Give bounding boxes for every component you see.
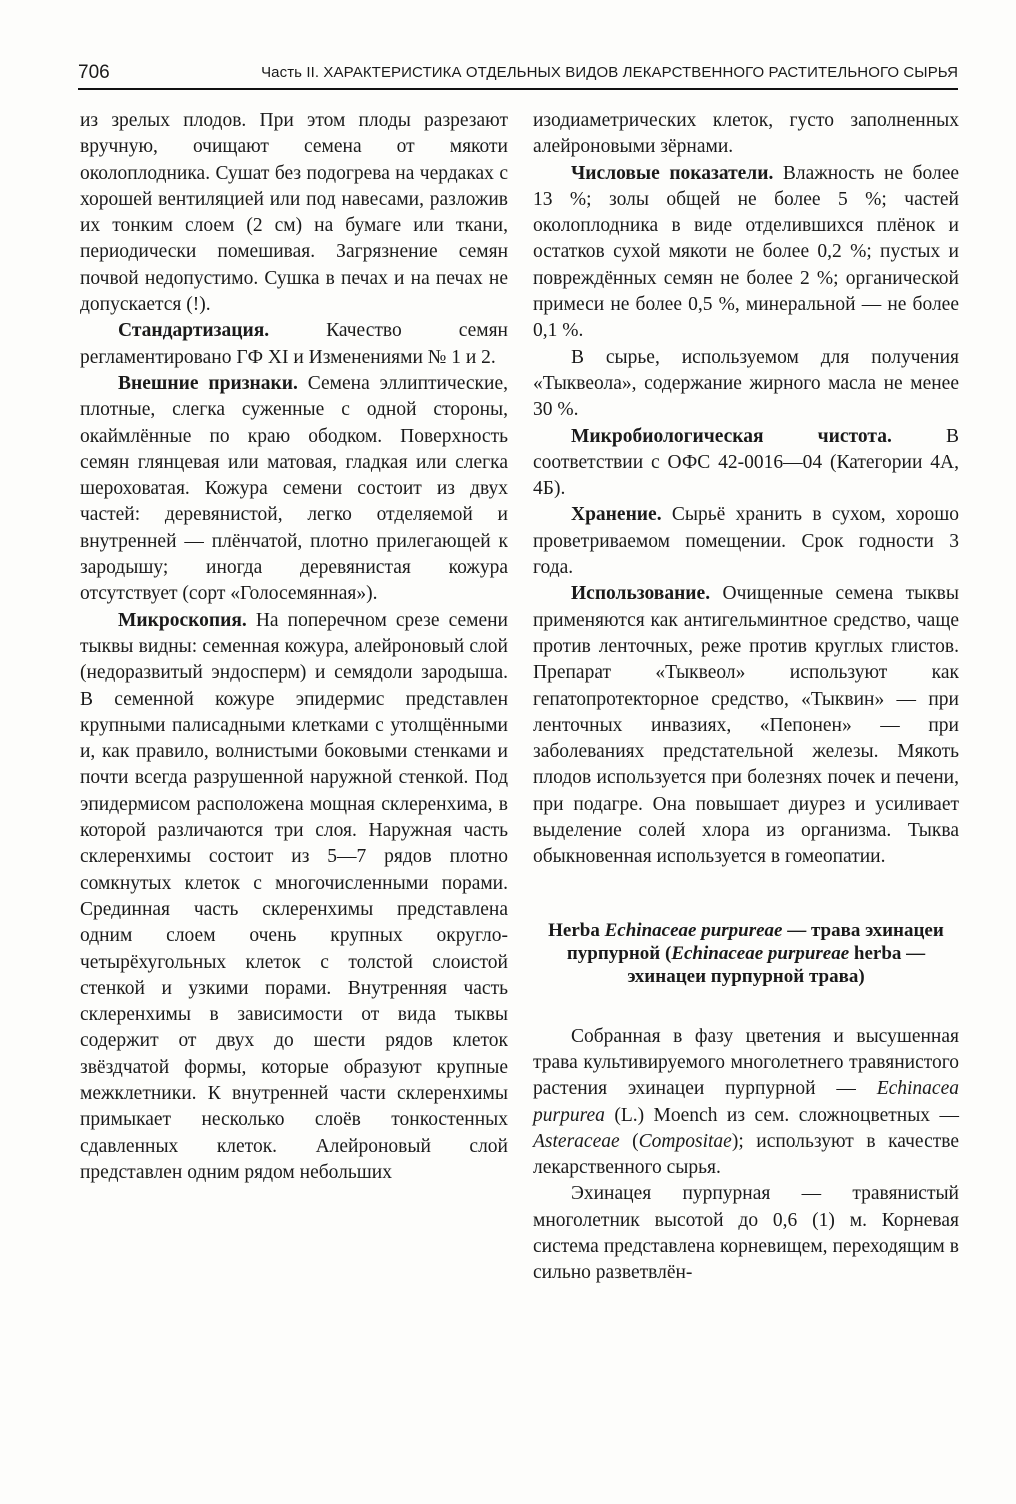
term-storage: Хранение. <box>571 504 662 526</box>
term-microbiological-purity: Микробиологическая чистота. <box>571 425 892 447</box>
paragraph-aleurone-continued: изодиаметрических клеток, густо заполненных алейроновыми зёрнами. <box>533 110 959 158</box>
paragraph-microscopy: Микроскопия. На поперечном срезе семени тыквы видны: семенная кожура, алейроновый слой (недоразвитый эндосперм) и семядоли зародыша. В семенной кожуре эпидермис представлен крупными палисадными клетками с утолщёнными и, как правило, волнистыми боковыми стенками и почти всегда разрушенной наружной стенкой. Под эпидермисом расположена мощная склеренхима, в которой различаются три слоя. Наружная часть склеренхимы состоит из 5—7 рядов плотно сомкнутых клеток с многочисленными порами. Срединная часть склеренхимы представлена одним слоем очень крупных округло-четырёхугольных клеток с толстой слоистой стенкой и узкими порами. Внутренняя часть склеренхимы в зависимости от вида тыквы содержит от двух до шести рядов клеток звёздчатой формы, которые образуют крупные межклетники. К внутренней части склеренхимы примыкает несколько слоёв тонкостенных сдавленных клеток. Алейроновый слой представлен одним рядом небольших <box>80 609 508 1183</box>
paragraph-usage: Использование. Очищенные семена тыквы применяются как антигельминтное средство, чаще против ленточных, реже против круглых глистов. Препарат «Тыквеол» используют как гепатопротекторное средство, «Тыквин» — при ленточных инвазиях, «Пепонен» — при заболеваниях предстательной железы. Мякоть плодов используется при болезнях почек и печени, при подагре. Она повышает диурез и усиливает выделение солей хлора из организма. Тыква обыкновенная используется в гомеопатии. <box>533 583 959 868</box>
left-column <box>80 108 508 1186</box>
paragraph-drying: из зрелых плодов. При этом плоды разрезают вручную, очищают семена от мякоти околоплодника. Сушат без подогрева на чердаках с хорошей вентиляцией или под навесами, разложив их тонким слоем (2 см) на бумаге или ткани, периодически помешивая. Загрязнение семян почвой недопустимо. Сушка в печах и на печах не допускается (!). <box>80 110 508 316</box>
term-usage: Использование. <box>571 583 711 605</box>
section-title-echinacea: Herba Echinaceae purpureae — трава эхинацеи пурпурной (Echinaceae purpureae herba — эхинацеи пурпурной трава) <box>548 919 944 987</box>
paragraph-standardization: Стандартизация. Качество семян регламентировано ГФ XI и Изменениями № 1 и 2. <box>80 320 508 368</box>
paragraph-echinacea-intro: Собранная в фазу цветения и высушенная трава культивируемого многолетнего травянистого растения эхинацеи пурпурной — Echinacea purpurea (L.) Moench из сем. сложноцветных — Asteraceae (Compositae); используют в качестве лекарственного сырья. <box>533 1025 959 1179</box>
paragraph-microbiological-purity: Микробиологическая чистота. В соответствии с ОФС 42-0016—04 (Категории 4А, 4Б). <box>533 425 959 500</box>
term-microscopy: Микроскопия. <box>118 609 247 631</box>
page-number: 706 <box>78 62 110 83</box>
paragraph-numeric-indicators: Числовые показатели. Влажность не более 13 %; золы общей не более 5 %; частей околоплодника в виде отделившихся плёнок и остатков сухой мякоти не более 0,2 %; пустых и повреждённых семян не более 2 %; органической примеси не более 0,5 %, минеральной — не более 0,1 %. <box>533 162 959 342</box>
page-header <box>78 58 958 90</box>
right-column <box>533 108 959 1287</box>
paragraph-storage: Хранение. Сырьё хранить в сухом, хорошо проветриваемом помещении. Срок годности 3 года. <box>533 504 959 579</box>
running-title: Часть II. ХАРАКТЕРИСТИКА ОТДЕЛЬНЫХ ВИДОВ ЛЕКАРСТВЕННОГО РАСТИТЕЛЬНОГО СЫРЬЯ <box>261 64 958 81</box>
paragraph-oil-content: В сырье, используемом для получения «Тыквеола», содержание жирного масла не менее 30 %. <box>533 346 959 421</box>
term-standardization: Стандартизация. <box>118 320 270 342</box>
paragraph-external-features: Внешние признаки. Семена эллиптические, плотные, слегка суженные с одной стороны, окаймлённые по краю ободком. Поверхность семян глянцевая или матовая, гладкая или слегка шероховатая. Кожура семени состоит из двух частей: деревянистой, легко отделяемой и внутренней — плёнчатой, плотно прилегающей к зародышу; иногда деревянистая кожура отсутствует (сорт «Голосемянная»). <box>80 372 509 605</box>
term-external-features: Внешние признаки. <box>118 372 298 394</box>
term-numeric-indicators: Числовые показатели. <box>571 162 774 184</box>
paragraph-echinacea-description: Эхинацея пурпурная — травянистый многолетник высотой до 0,6 (1) м. Корневая система представлена корневищем, переходящим в сильно разветвлён- <box>533 1183 959 1284</box>
